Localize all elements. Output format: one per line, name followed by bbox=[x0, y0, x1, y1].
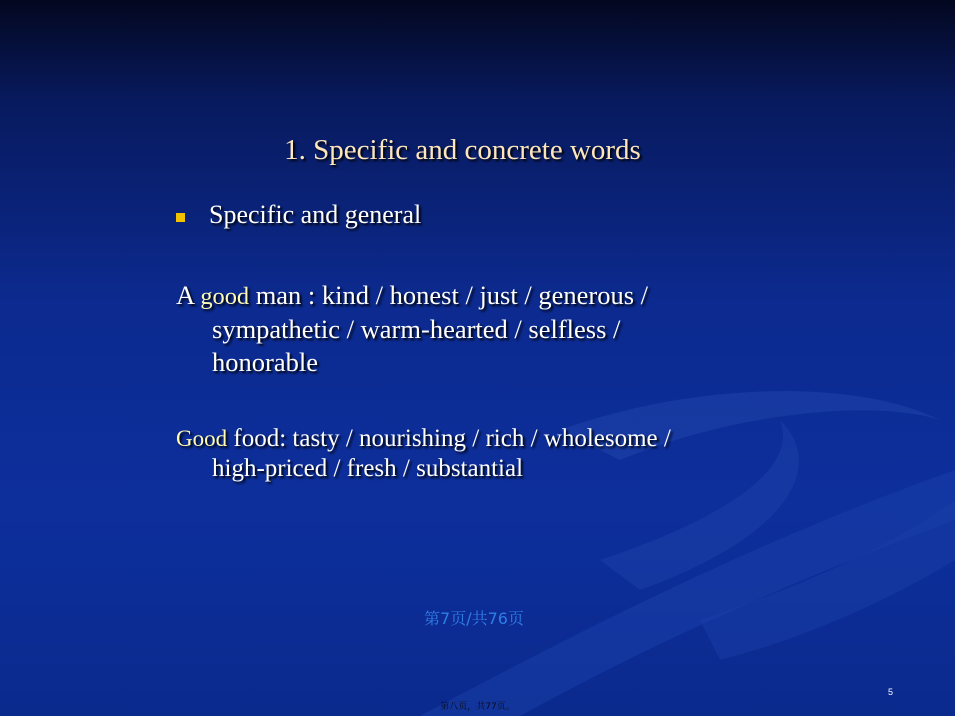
bullet-item bbox=[176, 200, 421, 230]
paragraph-line: high-priced / fresh / substantial bbox=[212, 455, 524, 482]
slide-number: 5 bbox=[888, 687, 894, 697]
paragraph-line: sympathetic / warm-hearted / selfless / bbox=[212, 314, 621, 344]
paragraph-line bbox=[176, 424, 671, 454]
highlighted-word: Good bbox=[176, 426, 228, 451]
paragraph-line bbox=[176, 279, 648, 313]
text-run: A bbox=[176, 280, 201, 310]
slide-title: 1. Specific and concrete words bbox=[284, 134, 641, 166]
paragraph-good-food bbox=[176, 424, 671, 484]
paragraph-good-man bbox=[176, 279, 648, 379]
page-watermark: 第7页/共76页 bbox=[424, 609, 524, 628]
text-run: man : kind / honest / just / generous / bbox=[249, 280, 648, 310]
bullet-text: Specific and general bbox=[209, 200, 422, 229]
paragraph-line: honorable bbox=[212, 347, 318, 377]
page-footer-mark: 第八页，共77页。 bbox=[440, 702, 515, 712]
text-run: food: tasty / nourishing / rich / wholesome / bbox=[227, 425, 671, 452]
highlighted-word: good bbox=[200, 283, 250, 310]
square-bullet-icon bbox=[176, 213, 185, 222]
